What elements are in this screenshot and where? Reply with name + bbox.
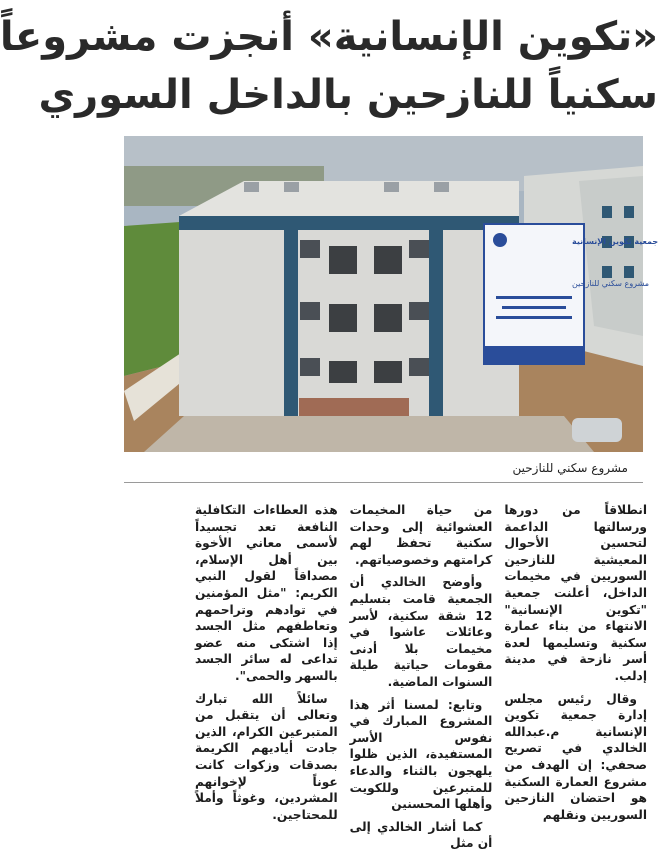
article-column-2 — [349, 502, 493, 851]
blue-cornice — [179, 216, 519, 230]
window — [374, 246, 402, 274]
paragraph: من حياة المخيمات العشوائية إلى وحدات سكنية تحفظ لهم كرامتهم وخصوصياتهم. — [349, 503, 493, 567]
side-window — [624, 206, 634, 218]
caption-divider — [124, 482, 643, 483]
headline-line-1: «تكوين الإنسانية» أنجزت مشروعاً — [0, 14, 658, 60]
blue-stripe — [429, 230, 443, 416]
water-tank — [244, 182, 259, 192]
window — [329, 304, 357, 332]
window — [300, 240, 320, 258]
side-window — [602, 206, 612, 218]
paragraph: انطلاقاً من دورها ورسالتها الداعمة لتحسين الأحوال المعيشية للنازحين السوريين في مخيمات الداخل، أعلنت جمعية "تكوين الإنسانية" الانتهاء من بناء عمارة سكنية وتسليمها لعدة أسر نازحة في مدينة إدلب. — [504, 503, 647, 683]
entrance-steps — [299, 398, 409, 416]
banner-text: مشروع سكني للنازحين — [572, 279, 650, 288]
article-column-1 — [504, 502, 647, 822]
window — [374, 304, 402, 332]
housing-building-illustration — [124, 136, 659, 452]
water-tank — [284, 182, 299, 192]
photo-caption: مشروع سكني للنازحين — [512, 461, 628, 475]
paragraph: هذه العطاءات التكافلية النافعة تعد تجسيداً لأسمى معاني الأخوة بين أهل الإسلام، مصداقاً لقول النبي الكريم: "مثل المؤمنين في توادهم وتراحمهم وتعاطفهم مثل الجسد إذا اشتكى منه عضو تداعى له سائر الجسد بالسهر والحمى". — [194, 503, 338, 683]
headline — [0, 8, 658, 136]
banner-brand: جمعية تكوين الإنسانية — [572, 237, 659, 246]
paragraph: سائلاً الله تبارك وتعالى أن يتقبل من المتبرعين الكرام، الذين جادت أياديهم الكريمة بصدقات وزكوات كانت عوناً لإخوانهم المشردين، وغوثاً وأملاً للمحتاجين. — [194, 691, 338, 822]
logo-icon — [493, 233, 507, 247]
window — [409, 240, 429, 258]
paragraph: وقال رئيس مجلس إدارة جمعية تكوين الإنسانية م.عبدالله الخالدي في تصريح صحفي: إن الهدف من مشروع العمارة السكنية هو احتضان النازحين السوريين ونقلهم — [504, 691, 647, 822]
blue-stripe — [284, 230, 298, 416]
window — [300, 302, 320, 320]
paragraph: وتابع: لمسنا أثر هذا المشروع المبارك في نفوس الأسر المستفيدة، الذين ظلوا يلهجون بالثناء والدعاء للمتبرعين وللكويت وأهلها المحسنين — [349, 697, 493, 812]
window — [409, 302, 429, 320]
window — [329, 361, 357, 383]
water-tank — [384, 182, 399, 192]
side-window — [602, 266, 612, 278]
water-tank — [434, 182, 449, 192]
headline-line-2: سكنياً للنازحين بالداخل السوري — [38, 72, 658, 118]
window — [409, 358, 429, 376]
article-photo — [124, 136, 659, 452]
side-window — [624, 266, 634, 278]
paved-plaza — [144, 416, 594, 452]
paragraph: وأوضح الخالدي أن الجمعية قامت بتسليم 12 شقة سكنية، لأسر وعائلات عاشوا في مخيمات بلا أدنى مقومات حياتية طيلة السنوات الماضية. — [349, 575, 493, 689]
window — [374, 361, 402, 383]
window — [329, 246, 357, 274]
article-column-3 — [194, 502, 338, 822]
paragraph: كما أشار الخالدي إلى أن مثل — [349, 819, 493, 851]
article-body — [194, 502, 647, 851]
parked-car — [572, 418, 622, 442]
window — [300, 358, 320, 376]
